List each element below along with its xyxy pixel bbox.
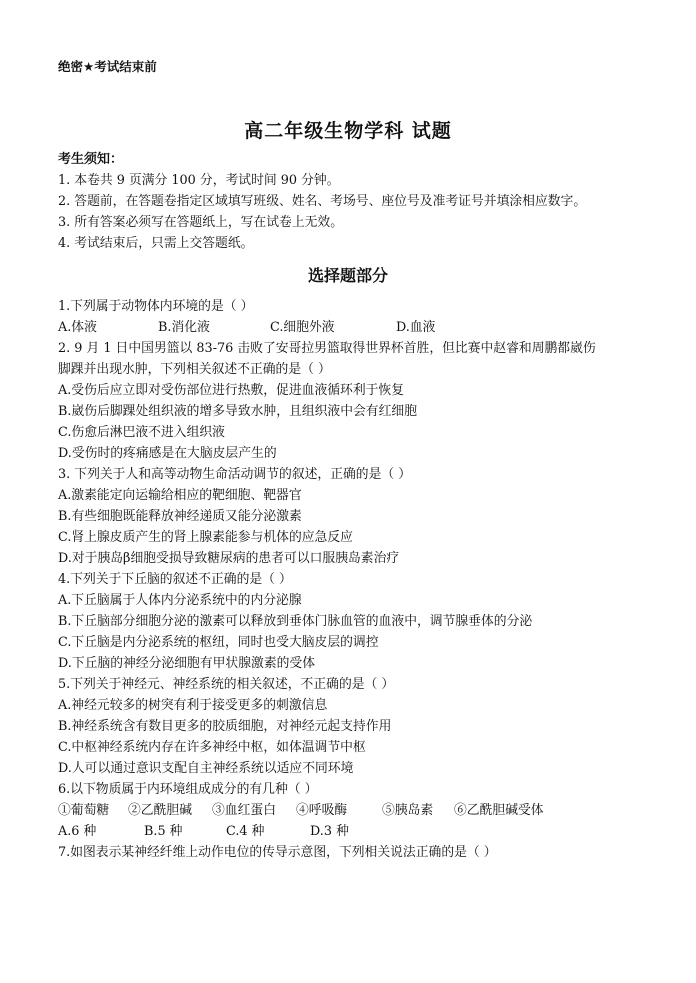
notice-item: 4. 考试结束后，只需上交答题纸。 [58, 236, 254, 251]
secret-mark: 绝密★考试结束前 [58, 59, 157, 74]
substance-item: ⑥乙酰胆碱受体 [454, 803, 544, 818]
option: D.血液 [396, 320, 436, 335]
substance-item: ①葡萄糖 [58, 803, 110, 818]
option: C.肾上腺皮质产生的肾上腺素能参与机体的应急反应 [58, 530, 353, 545]
substance-item: ②乙酰胆碱 [128, 803, 192, 818]
substance-item: ⑤胰岛素 [382, 803, 434, 818]
question-3-stem: 3. 下列关于人和高等动物生命活动调节的叙述，正确的是（ ） [58, 467, 412, 482]
option: D.人可以通过意识支配自主神经系统以适应不同环境 [58, 761, 354, 776]
question-2-stem: 2. 9 月 1 日中国男篮以 83-76 击败了安哥拉男篮取得世界杯首胜，但比赛中赵睿和周鹏都崴伤 [58, 341, 596, 356]
question-1-options [58, 319, 435, 337]
option: D.下丘脑的神经分泌细胞有甲状腺激素的受体 [58, 656, 316, 671]
question-1-stem: 1.下列属于动物体内环境的是（ ） [58, 299, 254, 314]
option: C.下丘脑是内分泌系统的枢纽，同时也受大脑皮层的调控 [58, 635, 379, 650]
question-6-stem: 6.以下物质属于内环境组成成分的有几种（ ） [58, 782, 318, 797]
option: D.3 种 [310, 824, 349, 839]
notice-item: 2. 答题前，在答题卷指定区域填写班级、姓名、考场号、座位号及准考证号并填涂相应数字。 [58, 194, 587, 209]
option: B.5 种 [144, 824, 183, 839]
question-6-options [58, 823, 349, 841]
option: A.受伤后应立即对受伤部位进行热敷，促进血液循环利于恢复 [58, 383, 405, 398]
option: D.受伤时的疼痛感是在大脑皮层产生的 [58, 446, 277, 461]
option: A.体液 [58, 320, 97, 335]
option: C.中枢神经系统内存在许多神经中枢，如体温调节中枢 [58, 740, 366, 755]
section-title: 选择题部分 [307, 266, 388, 285]
notice-item: 1. 本卷共 9 页满分 100 分，考试时间 90 分钟。 [58, 173, 340, 188]
substance-item: ④呼吸酶 [296, 803, 348, 818]
option: A.神经元较多的树突有利于接受更多的刺激信息 [58, 698, 328, 713]
option: B.下丘脑部分细胞分泌的激素可以释放到垂体门脉血管的血液中，调节腺垂体的分泌 [58, 614, 533, 629]
option: B.消化液 [158, 320, 210, 335]
option: B.有些细胞既能释放神经递质又能分泌激素 [58, 509, 302, 524]
substance-item: ③血红蛋白 [212, 803, 276, 818]
question-4-stem: 4.下列关于下丘脑的叙述不正确的是（ ） [58, 572, 292, 587]
question-2-stem-cont: 脚踝并出现水肿，下列相关叙述不正确的是（ ） [58, 362, 331, 377]
option: C.伤愈后淋巴液不进入组织液 [58, 425, 225, 440]
option: D.对于胰岛β细胞受损导致糖尿病的患者可以口服胰岛素治疗 [58, 551, 400, 566]
question-7-stem: 7.如图表示某神经纤维上动作电位的传导示意图，下列相关说法正确的是（ ） [58, 845, 497, 860]
option: A.下丘脑属于人体内分泌系统中的内分泌腺 [58, 593, 302, 608]
option: C.细胞外液 [270, 320, 335, 335]
option: A.激素能定向运输给相应的靶细胞、靶器官 [58, 488, 302, 503]
question-5-stem: 5.下列关于神经元、神经系统的相关叙述，不正确的是（ ） [58, 677, 395, 692]
option: B.神经系统含有数目更多的胶质细胞，对神经元起支持作用 [58, 719, 392, 734]
notice-heading: 考生须知： [58, 152, 124, 167]
page-title: 高二年级生物学科 试题 [244, 120, 452, 142]
notice-item: 3. 所有答案必须写在答题纸上，写在试卷上无效。 [58, 215, 344, 230]
option: C.4 种 [226, 824, 265, 839]
option: B.崴伤后脚踝处组织液的增多导致水肿，且组织液中会有红细胞 [58, 404, 417, 419]
question-6-items [58, 802, 544, 820]
option: A.6 种 [58, 824, 97, 839]
